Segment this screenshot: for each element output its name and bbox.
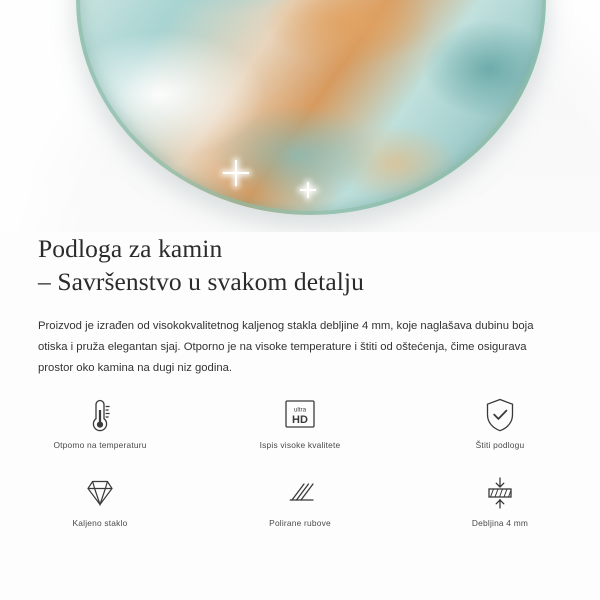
feature-item-thickness [400,470,600,548]
feature-item-temperature [0,392,200,470]
thickness-icon [482,470,518,516]
feature-item-print-quality [200,392,400,470]
headline-line-2: – Savršenstvo u svakom detalju [38,267,364,296]
hero-image [0,0,600,232]
feature-label: Polirane rubove [269,518,331,528]
feature-label: Štiti podlogu [475,440,525,450]
shield-check-icon [483,392,517,438]
thermometer-icon [85,392,115,438]
headline-line-1: Podloga za kamin [38,234,223,263]
svg-text:HD: HD [292,414,308,426]
ultra-hd-icon [280,392,320,438]
diamond-icon [80,470,120,516]
feature-list [0,392,600,548]
polished-edges-icon [282,470,318,516]
feature-label: Ispis visoke kvalitete [259,440,341,450]
feature-item-tempered-glass [0,470,200,548]
feature-label: Otpomo na temperaturu [53,440,147,450]
feature-item-polished-edges [200,470,400,548]
page-title [0,232,600,298]
feature-label: Kaljeno staklo [72,518,128,528]
text-content [0,232,600,379]
feature-item-protection [400,392,600,470]
feature-label: Debljina 4 mm [471,518,529,528]
svg-text:ultra: ultra [293,406,307,414]
body-paragraph: Proizvod je izrađen od visokokvalitetnog kaljenog stakla debljine 4 mm, koje naglašava dubinu boja otiska i pruža elegantan sjaj. Otporno je na visoke temperature i štiti od oštećenja, čime osigurava prostor oko kamina na dugi niz godina. [38,320,534,374]
